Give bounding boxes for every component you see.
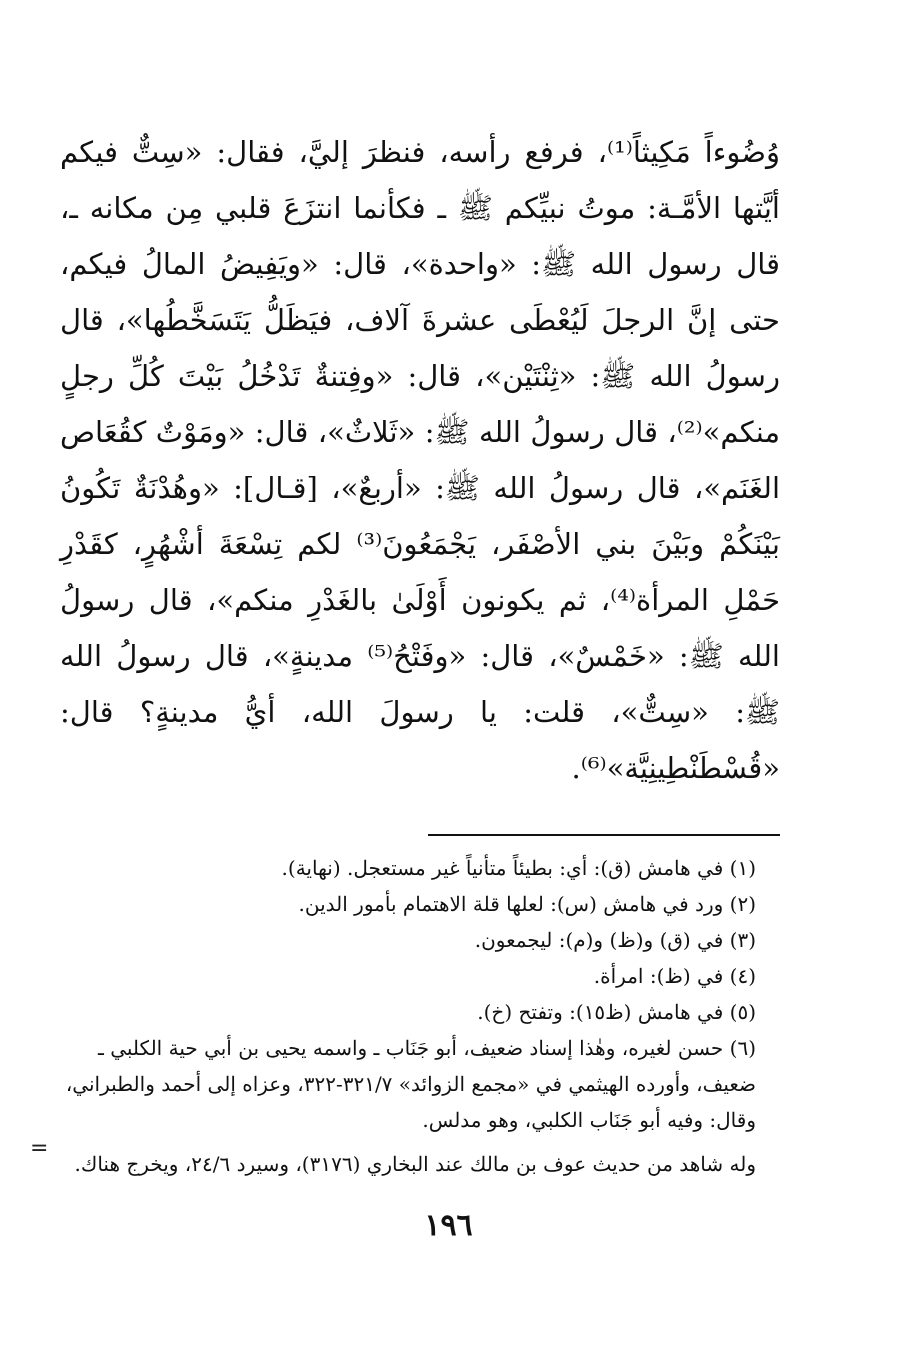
footnote-6-continuation: وله شاهد من حديث عوف بن مالك عند البخاري (٣١٧٦)، وسيرد ٢٤/٦، ويخرج هناك.	[74, 1152, 756, 1176]
page-number: ١٩٦	[424, 1208, 473, 1243]
footnote-6: (٦) حسن لغيره، وهٰذا إسناد ضعيف، أبو جَنَاب ـ واسمه يحيى بن أبي حية الكلبي ـ ضعيف، وأورده الهيثمي في «مجمع الزوائد» ٣٢١/٧-٣٢٢، وعزاه إلى أحمد والطبراني، وقال: وفيه أبو جَنَاب الكلبي، وهو مدلس.	[65, 1036, 756, 1132]
footnote-5: (٥) في هامش (ظ١٥): وتفتح (خ).	[477, 1000, 756, 1024]
footnote-2: (٢) ورد في هامش (س): لعلها قلة الاهتمام بأمور الدين.	[298, 892, 756, 916]
footnote-3: (٣) في (ق) و(ظ) و(م): ليجمعون.	[474, 928, 756, 952]
footnote-1: (١) في هامش (ق): أي: بطيئاً متأنياً غير مستعجل. (نهاية).	[281, 856, 756, 880]
footnote-4: (٤) في (ظ): امرأة.	[593, 964, 756, 988]
footnotes	[60, 850, 780, 1182]
main-paragraph: وُضُوءاً مَكِيثاً⁽¹⁾، فرفع رأسه، فنظرَ إليَّ، فقال: «سِتٌّ فيكم أيَّتها الأمَّـة: موتُ نبيِّكم ﷺ ـ فكأنما انتزَعَ قلبي مِن مكانه ـ، قال رسول الله ﷺ: «واحدة»، قال: «ويَفِيضُ المالُ فيكم، حتى إنَّ الرجلَ لَيُعْطَى عشرةَ آلاف، فيَظَلُّ يَتَسَخَّطُها»، قال رسولُ الله ﷺ: «ثِنْتَيْن»، قال: «وفِتنةٌ تَدْخُلُ بَيْتَ كُلِّ رجلٍ منكم»⁽²⁾، قال رسولُ الله ﷺ: «ثَلاثٌ»، قال: «ومَوْتٌ كقُعَاص الغَنَم»، قال رسولُ الله ﷺ: «أربعٌ»، [قـال]: «وهُدْنَةٌ تَكُونُ بَيْنَكُمْ وبَيْنَ بني الأصْفَر، يَجْمَعُونَ⁽³⁾ لكم تِسْعَةَ أشْهُرٍ، كقَدْرِ حَمْلِ المرأة⁽⁴⁾، ثم يكونون أَوْلَىٰ بالغَدْرِ منكم»، قال رسولُ الله ﷺ: «خَمْسٌ»، قال: «وفَتْحُ⁽⁵⁾ مدينةٍ»، قال رسولُ الله ﷺ: «سِتٌّ»، قلت: يا رسولَ الله، أيُّ مدينةٍ؟ قال: «قُسْطَنْطِينِيَّة»⁽⁶⁾.	[60, 135, 781, 785]
page-body	[60, 124, 780, 1182]
footnote-divider	[428, 834, 780, 836]
margin-mark: =	[30, 1136, 49, 1161]
main-text	[60, 124, 780, 796]
